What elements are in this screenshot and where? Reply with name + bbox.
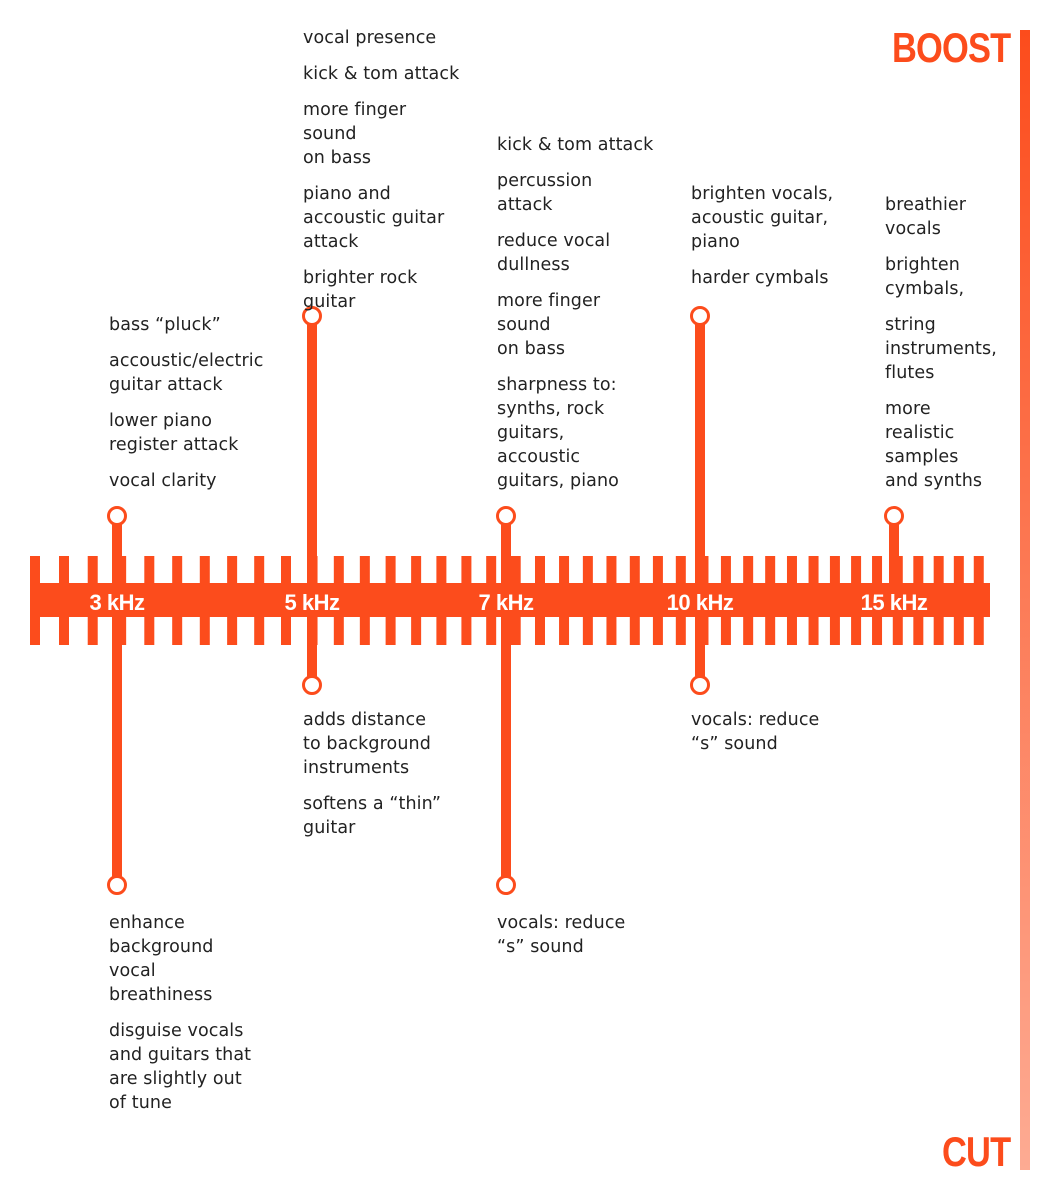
boost-notes	[109, 313, 274, 493]
ruler-tick	[30, 556, 40, 645]
frequency-label: 10 kHz	[666, 590, 734, 615]
boost-note: harder cymbals	[691, 268, 829, 288]
boost-note: accoustic/electric guitar attack	[109, 351, 264, 395]
ruler-tick	[436, 556, 446, 645]
ruler-tick	[461, 556, 471, 645]
ruler-tick	[583, 556, 593, 645]
cut-notes	[109, 911, 274, 1115]
ruler-tick	[227, 556, 237, 645]
cut-note: vocals: reduce “s” sound	[691, 710, 820, 754]
boost-note: lower piano register attack	[109, 411, 239, 455]
ruler-tick	[360, 556, 370, 645]
ruler-tick	[974, 556, 984, 645]
cut-label: CUT	[941, 1128, 1010, 1175]
ruler-tick	[830, 556, 840, 645]
cut-note: softens a “thin” guitar	[303, 794, 442, 838]
cut-note: vocals: reduce “s” sound	[497, 913, 626, 957]
cut-notes	[303, 708, 468, 840]
boost-note: more realistic samples and synths	[885, 399, 983, 491]
ruler-tick	[743, 556, 753, 645]
boost-note: brighten vocals, acoustic guitar, piano	[691, 184, 834, 252]
cut-node	[692, 677, 709, 694]
boost-node	[886, 508, 903, 525]
ruler-tick	[559, 556, 569, 645]
boost-label: BOOST	[891, 24, 1010, 71]
cut-node	[304, 677, 321, 694]
boost-node	[498, 508, 515, 525]
boost-note: string instruments, flutes	[885, 315, 997, 383]
ruler-tick	[765, 556, 775, 645]
frequency-label: 15 kHz	[860, 590, 928, 615]
boost-note: more finger sound on bass	[303, 100, 407, 168]
ruler-tick	[954, 556, 964, 645]
cut-note: disguise vocals and guitars that are slightly out of tune	[109, 1021, 252, 1113]
cut-notes	[497, 911, 662, 959]
ruler-tick	[411, 556, 421, 645]
ruler-tick	[809, 556, 819, 645]
ruler-tick	[934, 556, 944, 645]
boost-notes	[303, 26, 468, 314]
cut-node	[498, 877, 515, 894]
boost-note: piano and accoustic guitar attack	[303, 184, 445, 252]
ruler-tick	[386, 556, 396, 645]
boost-note: percussion attack	[497, 171, 593, 215]
boost-notes	[885, 193, 1050, 493]
ruler-tick	[172, 556, 182, 645]
frequency-label: 3 kHz	[89, 590, 145, 615]
cut-notes	[691, 708, 856, 756]
boost-notes	[691, 182, 856, 290]
ruler-tick	[200, 556, 210, 645]
boost-note: brighten cymbals,	[885, 255, 965, 299]
ruler-tick	[653, 556, 663, 645]
frequency-label: 5 kHz	[284, 590, 340, 615]
ruler-tick	[606, 556, 616, 645]
boost-notes	[497, 133, 662, 493]
frequency-label: 7 kHz	[478, 590, 534, 615]
boost-note: breathier vocals	[885, 195, 967, 239]
cut-note: enhance background vocal breathiness	[109, 913, 214, 1005]
boost-note: more finger sound on bass	[497, 291, 601, 359]
boost-note: kick & tom attack	[497, 135, 654, 155]
boost-node	[109, 508, 126, 525]
boost-note: brighter rock guitar	[303, 268, 418, 312]
ruler-tick	[59, 556, 69, 645]
boost-note: reduce vocal dullness	[497, 231, 611, 275]
boost-note: vocal presence	[303, 28, 437, 48]
ruler-tick	[787, 556, 797, 645]
boost-node	[692, 308, 709, 325]
cut-note: adds distance to background instruments	[303, 710, 431, 778]
ruler-tick	[254, 556, 264, 645]
ruler-tick	[630, 556, 640, 645]
boost-note: vocal clarity	[109, 471, 217, 491]
boost-note: sharpness to: synths, rock guitars, accoustic guitars, piano	[497, 375, 619, 491]
boost-note: bass “pluck”	[109, 315, 221, 335]
boost-note: kick & tom attack	[303, 64, 460, 84]
cut-node	[109, 877, 126, 894]
